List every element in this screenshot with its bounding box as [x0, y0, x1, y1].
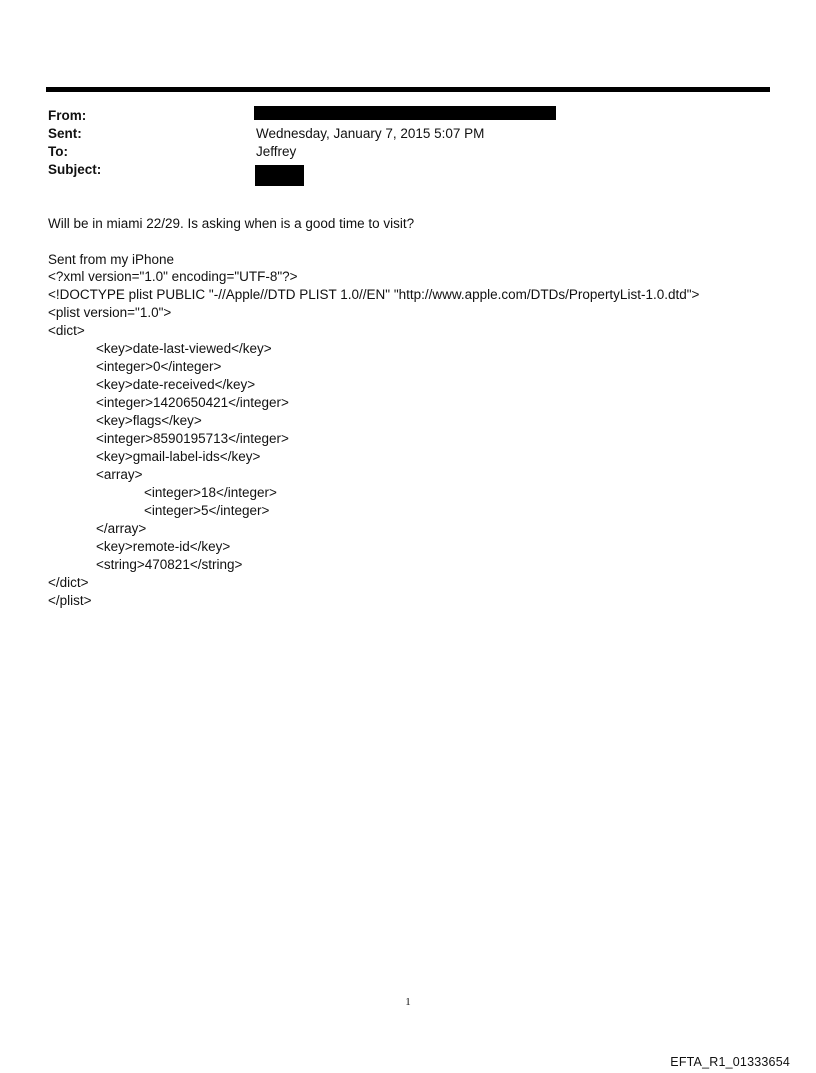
page-number: 1 [405, 996, 411, 1008]
plist-line: <key>remote-id</key> [96, 539, 231, 554]
plist-line: </array> [96, 521, 147, 536]
plist-line: <?xml version="1.0" encoding="UTF-8"?> [48, 269, 298, 284]
plist-line: <key>date-received</key> [96, 377, 256, 392]
plist-line: <key>date-last-viewed</key> [96, 341, 272, 356]
plist-line: <integer>8590195713</integer> [96, 431, 289, 446]
sent-value: Wednesday, January 7, 2015 5:07 PM [256, 126, 485, 141]
plist-line: <integer>0</integer> [96, 359, 222, 374]
plist-line: <key>flags</key> [96, 413, 202, 428]
plist-line: <integer>5</integer> [144, 503, 270, 518]
plist-line: <plist version="1.0"> [48, 305, 172, 320]
plist-line: <integer>18</integer> [144, 485, 277, 500]
signature-text: Sent from my iPhone [48, 252, 175, 267]
plist-block [48, 268, 699, 610]
plist-line: </plist> [48, 593, 92, 608]
plist-line: <string>470821</string> [96, 557, 243, 572]
plist-line: <dict> [48, 323, 85, 338]
to-value: Jeffrey [256, 144, 297, 159]
subject-label: Subject: [48, 162, 102, 177]
plist-line: <!DOCTYPE plist PUBLIC "-//Apple//DTD PLIST 1.0//EN" "http://www.apple.com/DTDs/PropertyList-1.0.dtd"> [48, 287, 700, 302]
plist-line: <integer>1420650421</integer> [96, 395, 289, 410]
plist-line: <array> [96, 467, 143, 482]
plist-line: </dict> [48, 575, 89, 590]
to-label: To: [48, 144, 68, 159]
plist-line: <key>gmail-label-ids</key> [96, 449, 261, 464]
from-label: From: [48, 108, 87, 123]
sent-label: Sent: [48, 126, 82, 141]
message-text: Will be in miami 22/29. Is asking when is a good time to visit? [48, 216, 415, 231]
from-redaction [254, 106, 556, 120]
document-id: EFTA_R1_01333654 [670, 1055, 790, 1069]
header-rule [46, 87, 770, 92]
subject-redaction [255, 165, 304, 186]
